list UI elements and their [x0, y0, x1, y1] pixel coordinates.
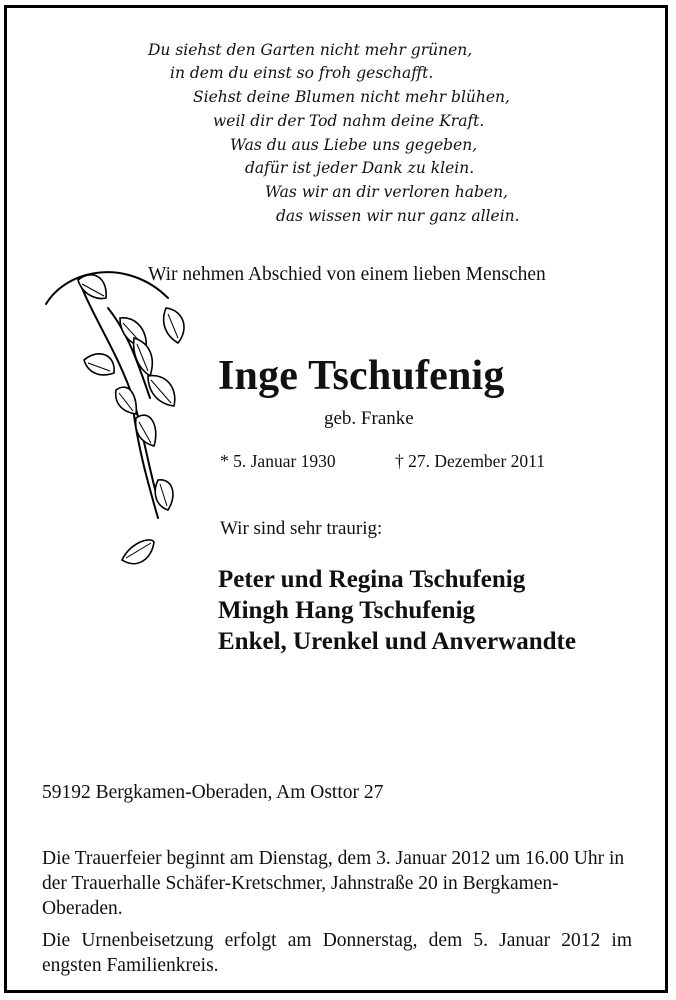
mourning-intro: Wir sind sehr traurig: — [220, 518, 383, 539]
poem-line: Was du aus Liebe uns gegeben, — [230, 136, 478, 154]
poem-line: dafür ist jeder Dank zu klein. — [245, 159, 475, 177]
service-info: Die Trauerfeier beginnt am Dienstag, dem 3. Januar 2012 um 16.00 Uhr in der Trauerhalle Schäfer-Kretschmer, Jahnstraße 20 in Bergkamen-Oberaden. — [42, 848, 625, 919]
deceased-name: Inge Tschufenig — [218, 353, 505, 399]
leaf-icon — [116, 387, 137, 414]
leaf-icon — [122, 540, 154, 564]
mourners-list — [218, 564, 576, 657]
branch-twig — [78, 278, 156, 493]
leaf-icon — [155, 480, 173, 510]
leaf-icon — [148, 376, 175, 406]
death-date: † 27. Dezember 2011 — [395, 451, 545, 471]
mourner-name: Enkel, Urenkel und Anverwandte — [218, 628, 576, 655]
leaf-icon — [84, 354, 114, 375]
birth-date: * 5. Januar 1930 — [220, 451, 336, 471]
poem-line: weil dir der Tod nahm deine Kraft. — [213, 112, 485, 130]
mourner-name: Peter und Regina Tschufenig — [218, 566, 526, 593]
birch-branch-illustration — [38, 258, 198, 598]
poem-line: Siehst deine Blumen nicht mehr blühen, — [193, 88, 510, 106]
poem-line: Du siehst den Garten nicht mehr grünen, — [148, 41, 473, 59]
farewell-heading: Wir nehmen Abschied von einem lieben Menschen — [148, 264, 546, 285]
mourner-name: Mingh Hang Tschufenig — [218, 597, 476, 624]
burial-info: Die Urnenbeisetzung erfolgt am Donnerstag, dem 5. Januar 2012 im engsten Familienkreis. — [42, 930, 632, 976]
poem-line: in dem du einst so froh geschafft. — [170, 64, 434, 82]
poem-line: das wissen wir nur ganz allein. — [276, 207, 520, 225]
leaf-icon — [134, 338, 153, 376]
address: 59192 Bergkamen-Oberaden, Am Osttor 27 — [42, 782, 384, 803]
leaf-icon — [164, 308, 184, 343]
poem-line: Was wir an dir verloren haben, — [265, 183, 508, 201]
birth-name: geb. Franke — [324, 408, 414, 429]
